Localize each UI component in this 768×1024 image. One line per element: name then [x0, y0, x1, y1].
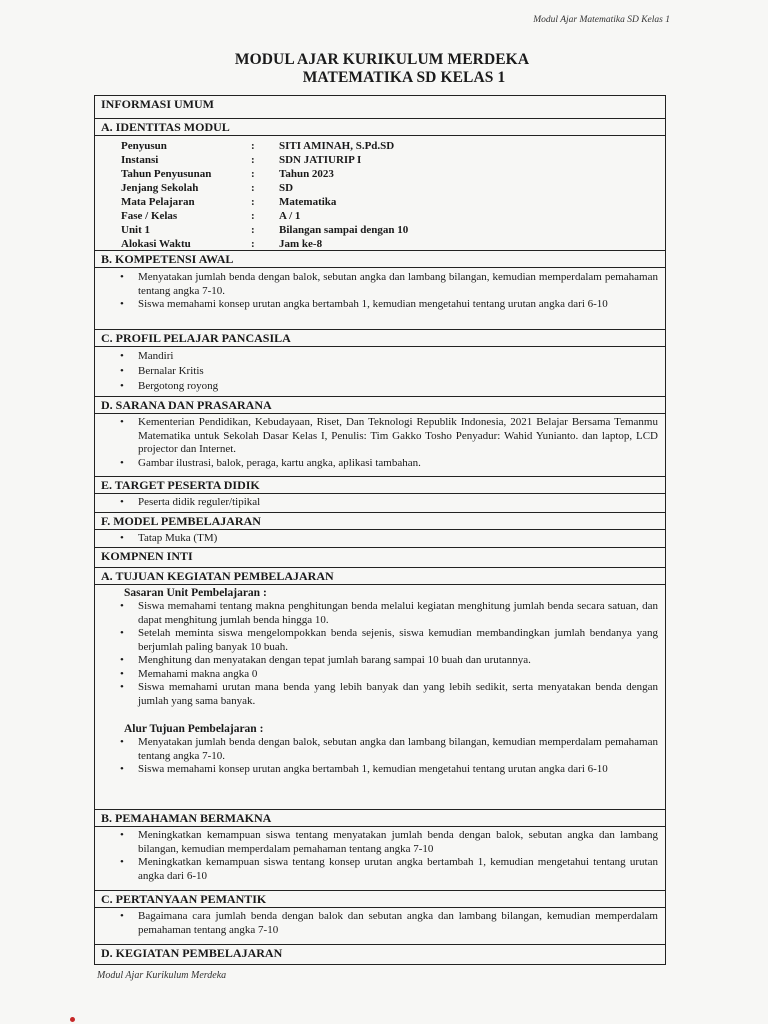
identitas-colon: : [251, 238, 255, 250]
identitas-label: Mata Pelajaran [121, 196, 195, 208]
identitas-row [121, 223, 559, 237]
identitas-row [121, 153, 559, 167]
list-item: • Gambar ilustrasi, balok, peraga, kartu angka, aplikasi tambahan. [94, 457, 666, 471]
list-item: • Siswa memahami konsep urutan angka bertambah 1, kemudian mengetahui tentang urutan angka dari 6-10 [94, 763, 666, 777]
identitas-row [121, 209, 559, 223]
profil-heading: C. PROFIL PELAJAR PANCASILA [94, 329, 666, 347]
identitas-label: Fase / Kelas [121, 210, 178, 222]
document-title [0, 51, 768, 87]
tujuan-body [94, 586, 666, 777]
title-line-2: MATEMATIKA SD KELAS 1 [302, 69, 506, 86]
identitas-label: Tahun Penyusunan [121, 168, 212, 180]
identitas-value: Tahun 2023 [279, 168, 334, 180]
identitas-colon: : [251, 168, 255, 180]
kompetensi-awal-list [94, 271, 666, 312]
alur-heading: Alur Tujuan Pembelajaran : [124, 723, 264, 735]
tujuan-heading: A. TUJUAN KEGIATAN PEMBELAJARAN [94, 567, 666, 585]
list-item: • Peserta didik reguler/tipikal [94, 496, 666, 510]
komponen-inti-heading: KOMPNEN INTI [94, 547, 666, 565]
list-item: • Siswa memahami konsep urutan angka bertambah 1, kemudian mengetahui tentang urutan angka dari 6-10 [94, 298, 666, 312]
identitas-heading: A. IDENTITAS MODUL [94, 118, 666, 136]
identitas-colon: : [251, 196, 255, 208]
identitas-colon: : [251, 210, 255, 222]
list-item: • Memahami makna angka 0 [94, 668, 666, 682]
list-item: • Tatap Muka (TM) [94, 532, 666, 546]
list-item: • Bernalar Kritis [94, 364, 666, 379]
list-item: • Meningkatkan kemampuan siswa tentang konsep urutan angka bertambah 1, kemudian mengetahui tentang urutan angka dari 6-10 [94, 856, 666, 883]
list-item: • Kementerian Pendidikan, Kebudayaan, Riset, Dan Teknologi Republik Indonesia, 2021 Belajar Bersama Temanmu Matematika untuk Sekolah Dasar Kelas I, Penulis: Tim Gakko Tosho Penyadur: Wahid Yunianto. dan laptop, LCD projector dan Internet. [94, 416, 666, 457]
identitas-value: Bilangan sampai dengan 10 [279, 224, 409, 236]
sasaran-list [94, 600, 666, 708]
identitas-label: Instansi [121, 154, 159, 166]
model-list [94, 532, 666, 546]
alur-list [94, 736, 666, 777]
running-header: Modul Ajar Matematika SD Kelas 1 [533, 15, 670, 25]
identitas-row [121, 237, 559, 251]
list-item: • Bagaimana cara jumlah benda dengan balok dan sebutan angka dan lambang bilangan, kemudian memperdalam pemahaman tentang angka 7-10 [94, 910, 666, 937]
informasi-umum-heading: INFORMASI UMUM [94, 95, 666, 113]
identitas-row [121, 195, 559, 209]
pertanyaan-heading: C. PERTANYAAN PEMANTIK [94, 890, 666, 908]
identitas-row [121, 167, 559, 181]
model-heading: F. MODEL PEMBELAJARAN [94, 512, 666, 530]
identitas-colon: : [251, 154, 255, 166]
target-list [94, 496, 666, 510]
identitas-label: Alokasi Waktu [121, 238, 191, 250]
list-item: • Siswa memahami urutan mana benda yang lebih banyak dan yang lebih sedikit, serta menyatakan benda dengan jumlah yang sama banyak. [94, 681, 666, 708]
pemahaman-list [94, 829, 666, 883]
list-item: • Mandiri [94, 349, 666, 364]
identitas-label: Penyusun [121, 140, 167, 152]
identitas-value: Jam ke-8 [279, 238, 323, 250]
identitas-value: Matematika [279, 196, 337, 208]
identitas-value: SD [279, 182, 294, 194]
sasaran-heading: Sasaran Unit Pembelajaran : [124, 587, 267, 599]
list-item: • Bergotong royong [94, 379, 666, 394]
list-item: • Menyatakan jumlah benda dengan balok, sebutan angka dan lambang bilangan, kemudian memperdalam pemahaman tentang angka 7-10. [94, 271, 666, 298]
title-line-1: MODUL AJAR KURIKULUM MERDEKA [234, 51, 530, 68]
profil-list [94, 349, 666, 394]
identitas-row [121, 139, 559, 153]
list-item: • Meningkatkan kemampuan siswa tentang menyatakan jumlah benda dengan balok, sebutan angka dan lambang bilangan, kemudian memperdalam pemahaman tentang angka 7-10 [94, 829, 666, 856]
list-item: • Siswa memahami tentang makna penghitungan benda melalui kegiatan menghitung jumlah benda secara satuan, dan dapat menghitung jumlah benda hingga 10. [94, 600, 666, 627]
list-item: • Menyatakan jumlah benda dengan balok, sebutan angka dan lambang bilangan, kemudian memperdalam pemahaman tentang angka 7-10. [94, 736, 666, 763]
page-mark [70, 1017, 75, 1022]
identitas-colon: : [251, 140, 255, 152]
list-item: • Menghitung dan menyatakan dengan tepat jumlah barang sampai 10 buah dan urutannya. [94, 654, 666, 668]
identitas-row [121, 181, 559, 195]
page-footer: Modul Ajar Kurikulum Merdeka [97, 970, 227, 981]
identitas-label: Jenjang Sekolah [121, 182, 199, 194]
sarana-heading: D. SARANA DAN PRASARANA [94, 396, 666, 414]
kegiatan-heading: D. KEGIATAN PEMBELAJARAN [94, 944, 666, 965]
identitas-table [121, 139, 559, 251]
kompetensi-awal-heading: B. KOMPETENSI AWAL [94, 250, 666, 268]
sarana-list [94, 416, 666, 470]
pemahaman-heading: B. PEMAHAMAN BERMAKNA [94, 809, 666, 827]
target-heading: E. TARGET PESERTA DIDIK [94, 476, 666, 494]
identitas-colon: : [251, 182, 255, 194]
identitas-colon: : [251, 224, 255, 236]
pertanyaan-list [94, 910, 666, 937]
identitas-value: SDN JATIURIP I [279, 154, 362, 166]
identitas-label: Unit 1 [121, 224, 151, 236]
identitas-value: A / 1 [279, 210, 301, 222]
list-item: • Setelah meminta siswa mengelompokkan benda sejenis, siswa kemudian membandingkan jumlah bendanya yang berjumlah paling banyak 10 buah. [94, 627, 666, 654]
identitas-value: SITI AMINAH, S.Pd.SD [279, 140, 395, 152]
